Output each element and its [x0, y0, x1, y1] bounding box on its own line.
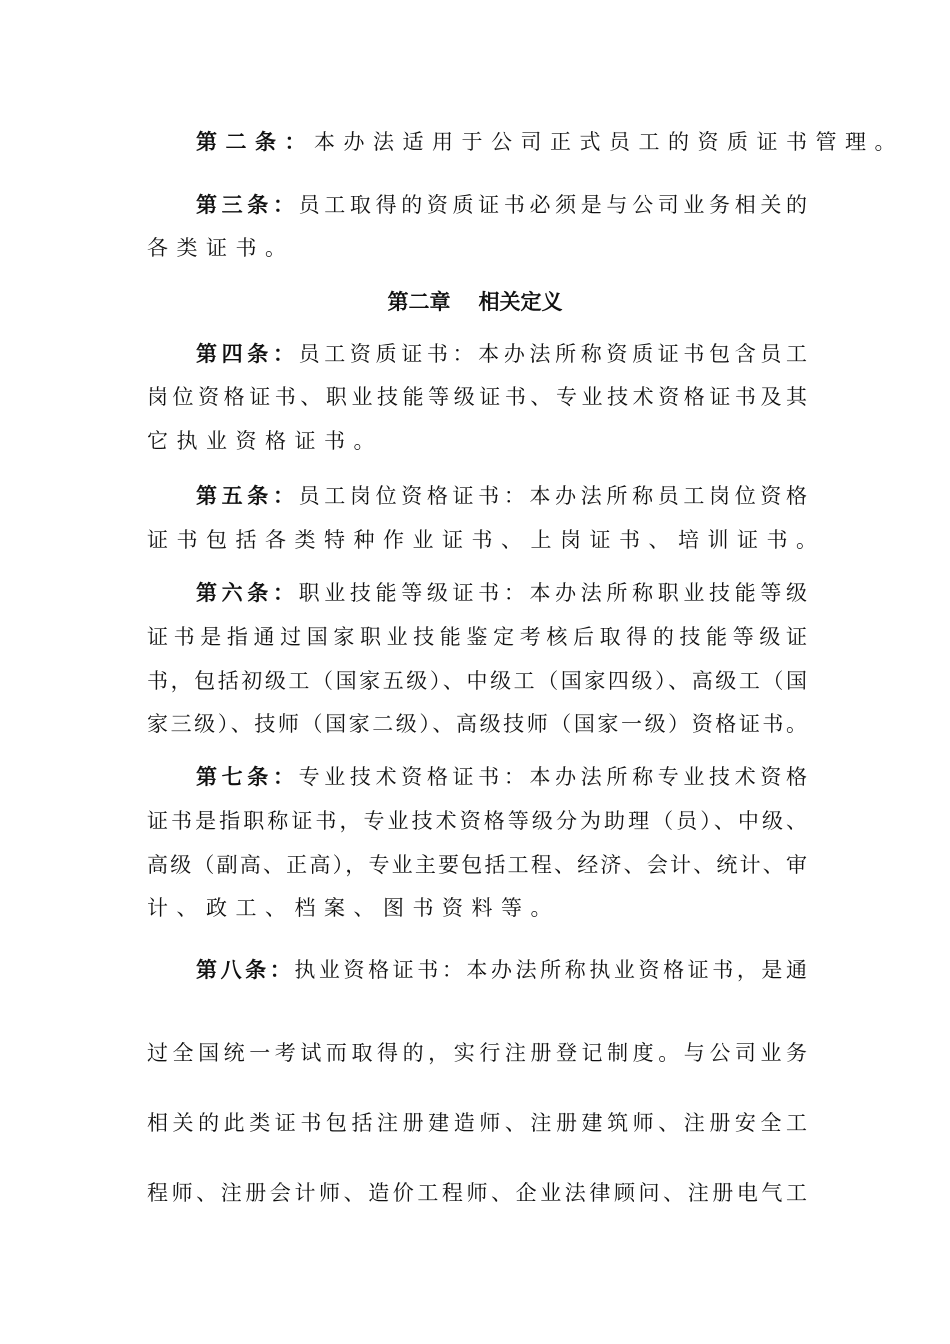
chapter-heading [0, 287, 950, 317]
article-6-line-2: 证书是指通过国家职业技能鉴定考核后取得的技能等级证 [147, 625, 807, 649]
article-5-line-2: 证书包括各类特种作业证书、上岗证书、培训证书。 [147, 528, 826, 552]
article-7-line-1: 第七条：专业技术资格证书：本办法所称专业技术资格 [196, 764, 807, 789]
article-8-line-3: 相关的此类证书包括注册建造师、注册建筑师、注册安全工 [147, 1111, 807, 1135]
article-8-label: 第八条： [196, 957, 295, 982]
article-2-label: 第二条： [196, 129, 314, 154]
article-7-line-3: 高级（副高、正高），专业主要包括工程、经济、会计、统计、审 [147, 853, 807, 877]
article-3-line-1: 第三条：员工取得的资质证书必须是与公司业务相关的 [196, 192, 807, 217]
article-6-line-3: 书，包括初级工（国家五级）、中级工（国家四级）、高级工（国 [147, 669, 807, 693]
article-4-line-2: 岗位资格证书、职业技能等级证书、专业技术资格证书及其 [147, 385, 807, 409]
article-5-label: 第五条： [196, 483, 299, 508]
article-3-line-2: 各类证书。 [147, 236, 295, 260]
article-6-line-4: 家三级）、技师（国家二级）、高级技师（国家一级）资格证书。 [147, 712, 807, 736]
article-7-label: 第七条： [196, 764, 299, 789]
article-6-line-1: 第六条：职业技能等级证书：本办法所称职业技能等级 [196, 580, 807, 605]
article-7-line-4: 计、政工、档案、图书资料等。 [147, 896, 560, 920]
article-4-line-3: 它执业资格证书。 [147, 429, 383, 453]
chapter-title: 相关定义 [478, 289, 563, 314]
article-8-line-1: 第八条：执业资格证书：本办法所称执业资格证书，是通 [196, 957, 808, 982]
article-6-label: 第六条： [196, 580, 299, 605]
chapter-number: 第二章 [387, 289, 451, 314]
article-8-line-2: 过全国统一考试而取得的，实行注册登记制度。与公司业务 [147, 1041, 807, 1065]
article-5-line-1: 第五条：员工岗位资格证书：本办法所称员工岗位资格 [196, 483, 807, 508]
article-4-line-1: 第四条：员工资质证书：本办法所称资质证书包含员工 [196, 341, 807, 366]
article-2-line-1: 第二条：本办法适用于公司正式员工的资质证书管理。 [196, 129, 904, 154]
article-8-line-4: 程师、注册会计师、造价工程师、企业法律顾问、注册电气工 [147, 1181, 807, 1205]
article-3-label: 第三条： [196, 192, 299, 217]
article-4-label: 第四条： [196, 341, 299, 366]
article-7-line-2: 证书是指职称证书，专业技术资格等级分为助理（员）、中级、 [147, 809, 807, 833]
